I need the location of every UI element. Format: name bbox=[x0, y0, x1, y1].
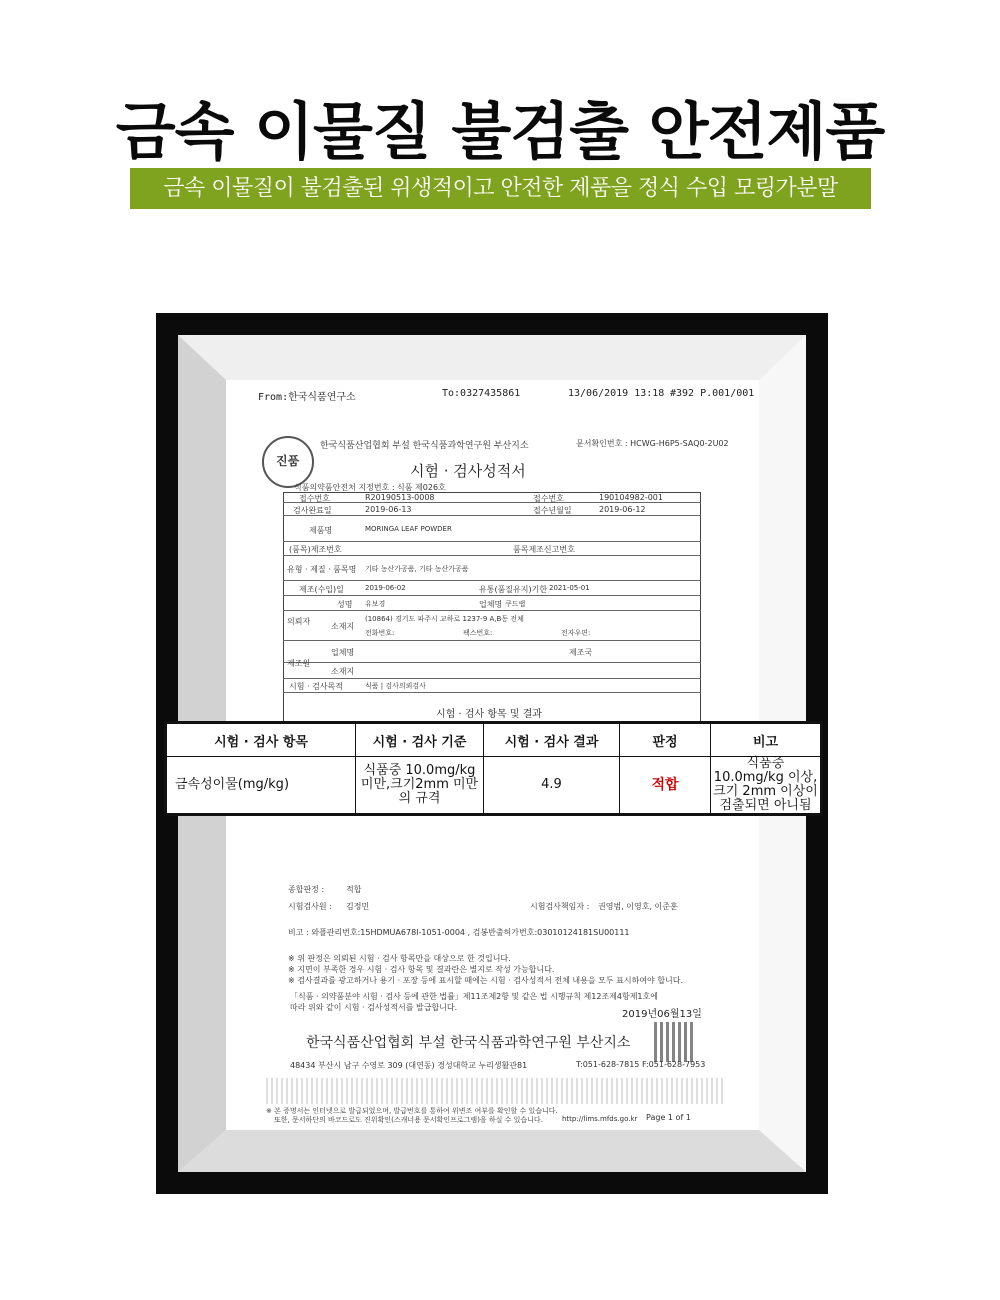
doc-id: 문서확인번호 : HCWG-H6P5-SAQ0-2U02 bbox=[576, 439, 729, 448]
fax-to: To:0327435861 bbox=[442, 388, 521, 399]
form-row: 의뢰자 성명 유보경 업체명 쿠드랩 bbox=[283, 596, 701, 611]
page-headline: 금속 이물질 불검출 안전제품 bbox=[115, 95, 885, 168]
form-row: 유형 · 제질 · 품목명 기타 농산가공품, 기타 농산가공품 bbox=[283, 556, 701, 581]
table-row bbox=[167, 757, 821, 814]
note-1: ※ 위 판정은 의뢰된 시험 · 검사 항목만을 대상으로 한 것입니다. bbox=[288, 954, 511, 963]
form-row: 제조원 업체명 제조국 bbox=[283, 641, 701, 663]
results-table bbox=[166, 723, 821, 814]
responsible-value: 권영범, 이영호, 이준훈 bbox=[598, 902, 678, 911]
header-item: 시험 · 검사 항목 bbox=[167, 724, 356, 757]
results-header-row bbox=[167, 724, 821, 757]
header-result: 시험 · 검사 결과 bbox=[484, 724, 620, 757]
form-row: 제조(수입)일 2019-06-02 유통(품질유지)기한 2021-05-01 bbox=[283, 581, 701, 596]
document-title: 시험 · 검사성적서 bbox=[410, 462, 526, 480]
disclaimer-2: 또한, 문서하단의 바코드로도 진위확인(스캐너용 문서확인프로그램)을 하실 수 있습니다. bbox=[274, 1116, 543, 1124]
cell-standard: 식품중 10.0mg/kg미만,크기2mm 미만의 규격 bbox=[356, 757, 484, 814]
cell-item: 금속성이물(mg/kg) bbox=[167, 757, 356, 814]
inspector-label: 시험검사원 : bbox=[288, 902, 332, 911]
designation: 식품의약품안전처 지정번호 : 식품 제026호 bbox=[294, 483, 446, 492]
page-of: Page 1 of 1 bbox=[646, 1113, 691, 1122]
subtitle-bar: 금속 이물질이 불검출된 위생적이고 안전한 제품을 정식 수입 모링가분말 bbox=[130, 168, 871, 209]
telephone: T:051-628-7815 bbox=[576, 1060, 640, 1069]
org-header: 한국식품산업협회 부설 한국식품과학연구원 부산지소 bbox=[320, 441, 529, 451]
results-caption: 시험 · 검사 항목 및 결과 bbox=[436, 709, 543, 720]
site-url: http://lims.mfds.go.kr bbox=[562, 1115, 638, 1123]
form-row: 시험 · 검사목적 식품 | 검사의뢰검사 bbox=[283, 679, 701, 693]
form-row: 소재지 (10864) 경기도 파주시 교하로 1237-9 A,B동 전체 전화번호: 팩스번호: 전자우편: bbox=[283, 611, 701, 641]
inspector-value: 김정민 bbox=[346, 902, 370, 911]
cell-verdict: 적합 bbox=[620, 757, 711, 814]
barcode-band bbox=[266, 1078, 724, 1104]
header-note: 비고 bbox=[711, 724, 821, 757]
law-text: 「식품 · 의약품분야 시험 · 검사 등에 관한 법률」제11조제2항 및 같은 법 시행규칙 제12조제4항제1호에 bbox=[290, 992, 658, 1001]
overall-verdict-value: 적합 bbox=[346, 885, 362, 894]
note-3: ※ 검사결과를 광고하거나 용기 · 포장 등에 표시할 때에는 시험 · 검사성적서 전체 내용을 모두 표시하여야 합니다. bbox=[288, 976, 684, 985]
fax-datetime: 13/06/2019 13:18 bbox=[568, 388, 665, 399]
form-row: (품목)제조번호 품목제조신고번호 bbox=[283, 542, 701, 556]
info-form-rows bbox=[283, 492, 701, 720]
fax-number: F:051-628-7953 bbox=[642, 1060, 706, 1069]
fax-page: #392 P.001/001 bbox=[670, 388, 755, 399]
form-row: 소재지 bbox=[283, 663, 701, 679]
cell-result: 4.9 bbox=[484, 757, 620, 814]
law-text-2: 따라 위와 같이 시험 · 검사성적서를 발급합니다. bbox=[290, 1003, 458, 1012]
disclaimer-1: ※ 본 증명서는 인터넷으로 발급되었으며, 발급번호를 통하여 위변조 여부를 확인할 수 있습니다. bbox=[266, 1107, 558, 1115]
header-standard: 시험 · 검사 기준 bbox=[356, 724, 484, 757]
cell-note: 식품중 10.0mg/kg 이상, 크기 2mm 이상이 검출되면 아니됨 bbox=[711, 757, 821, 814]
responsible-label: 시험검사책임자 : bbox=[530, 902, 590, 911]
certification-seal: 진품 bbox=[262, 436, 314, 488]
note-2: ※ 지면이 부족한 경우 시험 · 검사 항목 및 결과란은 별지로 작성 가능합니다. bbox=[288, 965, 555, 974]
form-row: 제품명 MORINGA LEAF POWDER bbox=[283, 516, 701, 542]
fax-from: From:한국식품연구소 bbox=[258, 392, 356, 403]
remark: 비고 : 와플관리번호:15HDMUA678I-1051-0004 , 검봉반출허가번호:03010124181SU00111 bbox=[288, 928, 630, 937]
form-row: 접수번호 R20190513-0008 접수번호 190104982-001 bbox=[283, 492, 701, 503]
issue-date: 2019년06월13일 bbox=[622, 1009, 702, 1020]
qr-code bbox=[654, 1022, 694, 1062]
header-verdict: 판정 bbox=[620, 724, 711, 757]
institution-name: 한국식품산업협회 부설 한국식품과학연구원 부산지소 bbox=[306, 1035, 631, 1051]
address: 48434 부산시 남구 수영로 309 (대연동) 경성대학교 누리생활관81 bbox=[290, 1061, 528, 1070]
overall-verdict-label: 종합판정 : bbox=[288, 885, 325, 894]
form-row: 검사완료일 2019-06-13 접수년월일 2019-06-12 bbox=[283, 503, 701, 516]
